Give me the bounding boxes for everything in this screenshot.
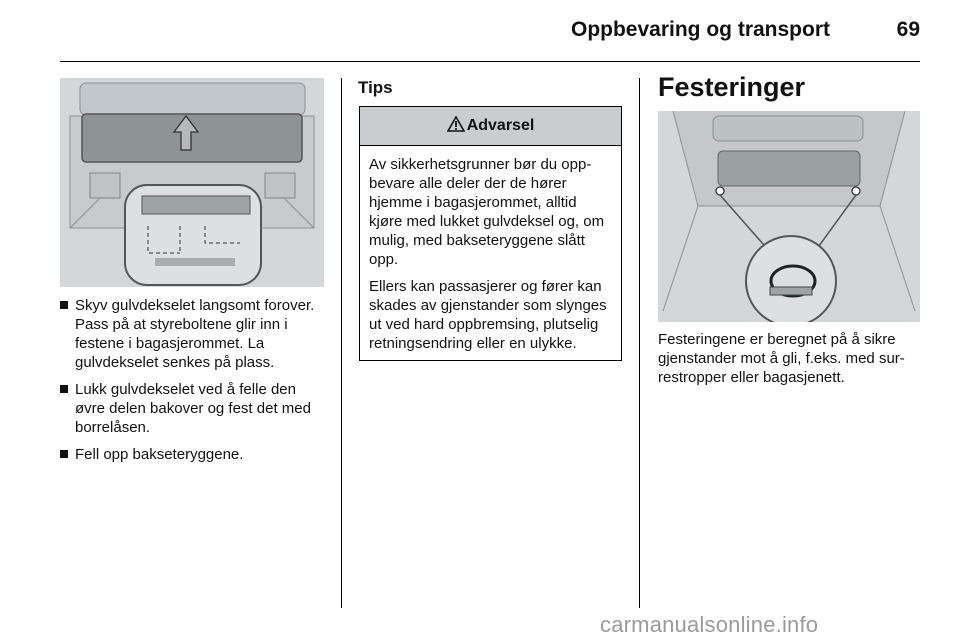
page-number: 69 xyxy=(896,18,920,41)
list-item-text: Skyv gulvdekselet langsomt forover. Pass på at styreboltene glir inn i festene i bagasjerommet. La gulvdekselet senkes på plass. xyxy=(75,297,315,371)
warning-title: Advarsel xyxy=(466,117,535,134)
floor-cover-illustration xyxy=(60,78,324,287)
warning-paragraph: Av sikkerhetsgrunner bør du oppbevare alle deler der de hører hjemme i bagasjerommet, alltid kjøre med lukket gulvdeksel og, om mulig, med bakseteryggene slått opp. xyxy=(369,156,605,268)
warning-header xyxy=(360,107,621,146)
instruction-list xyxy=(60,296,325,472)
section-heading: Festeringer xyxy=(658,72,806,102)
warning-box xyxy=(359,106,622,361)
list-item-text: Fell opp bakseteryggene. xyxy=(75,446,244,463)
lashing-eyes-illustration xyxy=(658,111,920,322)
warning-triangle-icon xyxy=(447,116,465,137)
column-divider-left xyxy=(341,78,342,608)
page-header-title: Oppbevaring og transport xyxy=(570,18,830,41)
list-item xyxy=(60,296,325,372)
bullet-square-icon xyxy=(60,301,68,309)
bullet-square-icon xyxy=(60,450,68,458)
warning-paragraph: Ellers kan passasjerer og fører kan skades av gjenstander som slynges ut ved hard oppbremsing, plutselig retningsendring eller en ulykke. xyxy=(369,278,607,352)
list-item xyxy=(60,380,325,437)
tips-heading: Tips xyxy=(358,78,393,97)
footer-watermark: carmanualsonline.info xyxy=(600,612,819,637)
list-item xyxy=(60,445,325,464)
bullet-square-icon xyxy=(60,385,68,393)
lashing-eyes-paragraph: Festeringene er beregnet på å sikre gjenstander mot å gli, f.eks. med surrestropper eller bagasjenett. xyxy=(658,331,905,386)
warning-body xyxy=(360,146,621,353)
column-divider-right xyxy=(639,78,640,608)
header-rule xyxy=(60,61,920,62)
list-item-text: Lukk gulvdekselet ved å felle den øvre delen bakover og fest det med borrelåsen. xyxy=(75,381,311,436)
